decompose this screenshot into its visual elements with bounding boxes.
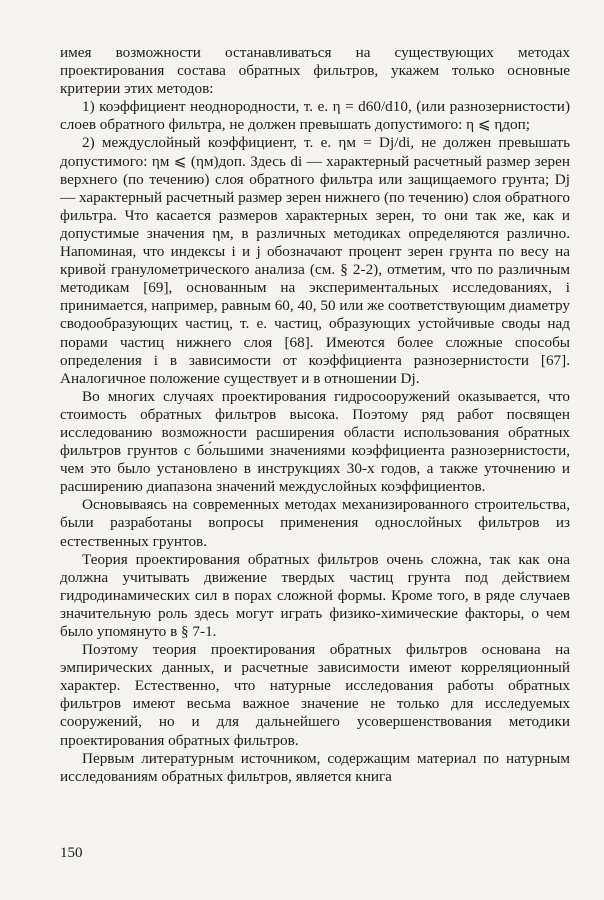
criterion-1: 1) коэффициент неоднородности, т. е. η = d60/d10, (или разнозернистости) слоев обратного фильтра, не должен превышать допустимого: η ⩽ ηдоп;: [60, 98, 570, 134]
paragraph: Поэтому теория проектирования обратных фильтров основана на эмпирических данных, и расчетные зависимости имеют корреляционный характер. Естественно, что натурные исследования работы обратных фильтров имеют весьма важное значение не только для исследуемых сооружений, но и для дальнейшего усовершенствования методики проектирования обратных фильтров.: [60, 641, 570, 749]
criterion-2: 2) междуслойный коэффициент, т. е. ηм = Dj/di, не должен превышать допустимого: ηм ⩽ (ηм)доп. Здесь di — характерный расчетный размер зерен верхнего (по течению) слоя обратного фильтра или защищаемого грунта; Dj — характерный расчетный размер зерен нижнего (по течению) слоя обратного фильтра. Что касается размеров характерных зерен, то они так же, как и допустимые значения ηм, в различных методиках определяются различно. Напоминая, что индексы i и j обозначают процент зерен грунта по весу на кривой гранулометрического анализа (см. § 2-2), отметим, что по различным методикам [69], основанным на экспериментальных исследованиях, i принимается, например, равным 60, 40, 50 или же соответствующим диаметру сводообразующих частиц, т. е. частиц, образующих устойчивые своды над порами частиц нижнего слоя [68]. Имеются более сложные способы определения i в зависимости от коэффициента разнозернистости [67]. Аналогичное положение существует и в отношении Dj.: [60, 134, 570, 387]
body-text: [60, 44, 570, 786]
paragraph: Первым литературным источником, содержащим материал по натурным исследованиям обратных фильтров, является книга: [60, 749, 570, 785]
paragraph: Теория проектирования обратных фильтров очень сложна, так как она должна учитывать движение твердых частиц грунта под действием гидродинамических сил в порах сложной формы. Кроме того, в ряде случаев значительную роль здесь могут играть физико-химические факторы, о чем было упомянуто в § 7-1.: [60, 550, 570, 640]
paragraph: Во многих случаях проектирования гидросооружений оказывается, что стоимость обратных фильтров высока. Поэтому ряд работ посвящен исследованию возможности расширения области использования обратных фильтров грунтов с бо́льшими значениями коэффициента разнозернистости, чем это было установлено в инструкциях 30-х годов, а также уточнению и расширению диапазона значений междуслойных коэффициентов.: [60, 387, 570, 496]
paragraph: Основываясь на современных методах механизированного строительства, были разработаны вопросы применения однослойных фильтров из естественных грунтов.: [60, 496, 570, 550]
page-number: 150: [60, 845, 83, 861]
paragraph-continuation: имея возможности останавливаться на существующих методах проектирования состава обратных фильтров, укажем только основные критерии этих методов:: [60, 44, 570, 98]
